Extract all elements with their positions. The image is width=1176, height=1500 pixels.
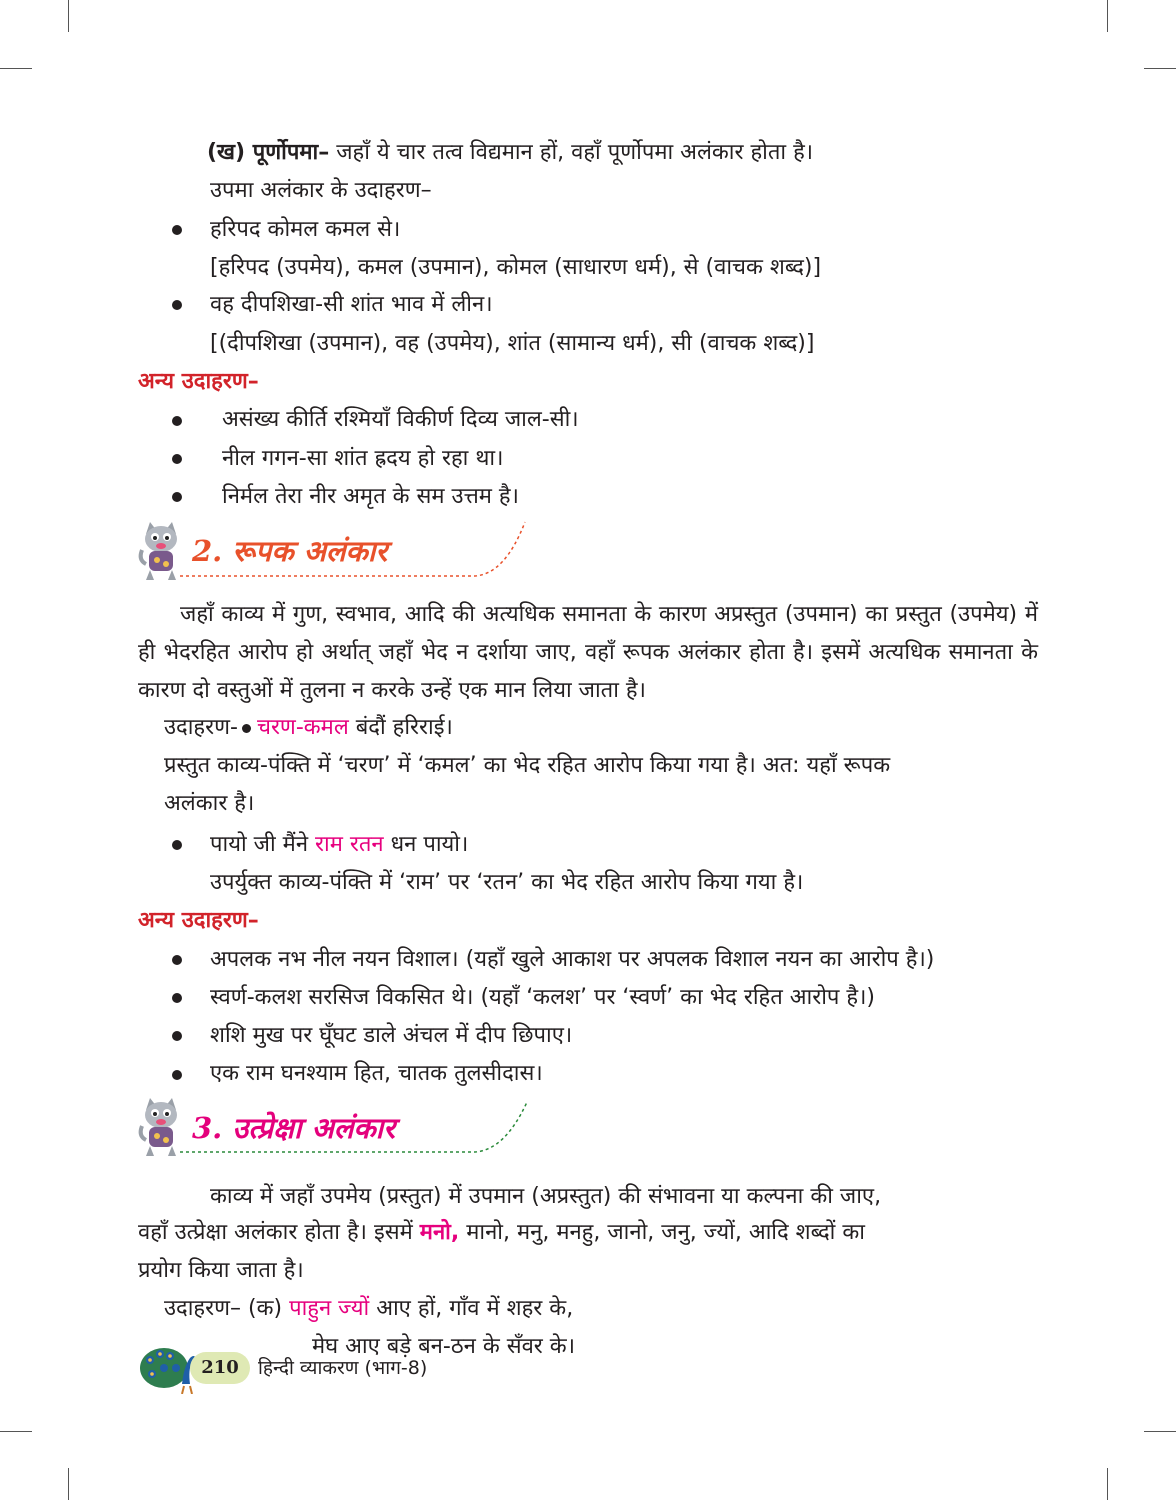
utpreksha-definition-1: काव्य में जहाँ उपमेय (प्रस्तुत) में उपमान (अप्रस्तुत) की संभावना या कल्पना की जाए, <box>210 1184 882 1209</box>
bullet <box>172 840 182 850</box>
utpreksha-definition-3: प्रयोग किया जाता है। <box>138 1258 304 1283</box>
heading-underline <box>175 1100 540 1156</box>
upama-other-heading: अन्य उदाहरण– <box>138 369 259 394</box>
bullet <box>242 724 251 733</box>
rupak-other-2: स्वर्ण-कलश सरसिज विकसित थे। (यहाँ ‘कलश’ पर ‘स्वर्ण’ का भेद रहित आरोप है।) <box>210 985 876 1010</box>
rupak-definition: जहाँ काव्य में गुण, स्वभाव, आदि की अत्यधिक समानता के कारण अप्रस्तुत (उपमान) का प्रस्तुत (उपमेय) में ही भेदरहित आरोप हो अर्थात् जहाँ भेद न दर्शाया जाए, वहाँ रूपक अलंकार होता है। इसमें अत्यधिक समानता के कारण दो वस्तुओं में तुलना न करके उन्हें एक मान लिया जाता है। <box>138 602 1038 703</box>
bullet <box>172 955 182 965</box>
utpreksha-heading: 3. उत्प्रेक्षा अलंकार <box>192 1111 396 1145</box>
crop-mark <box>68 0 69 32</box>
rupak-example-2: पायो जी मैंने राम रतन धन पायो। <box>210 832 469 857</box>
utpreksha-example-2: मेघ आए बड़े बन-ठन के सँवर के। <box>312 1334 576 1359</box>
rupak-other-1: अपलक नभ नील नयन विशाल। (यहाँ खुले आकाश पर अपलक विशाल नयन का आरोप है।) <box>210 947 935 972</box>
rupak-other-4: एक राम घनश्याम हित, चातक तुलसीदास। <box>210 1061 543 1086</box>
bullet <box>172 1031 182 1041</box>
purnopama-label: (ख) पूर्णोपमा– <box>207 140 330 165</box>
crop-mark <box>1107 0 1108 32</box>
upama-example-1: हरिपद कोमल कमल से। <box>210 217 401 242</box>
bullet <box>172 300 182 310</box>
crop-mark <box>1144 1431 1176 1432</box>
rupak-explanation-1b: अलंकार है। <box>164 791 255 816</box>
upama-other-2: नील गगन-सा शांत ह्रदय हो रहा था। <box>222 446 504 471</box>
rupak-highlight: राम रतन <box>315 832 384 857</box>
bullet <box>172 416 182 426</box>
rupak-explanation-1a: प्रस्तुत काव्य-पंक्ति में ‘चरण’ में ‘कमल’ का भेद रहित आरोप किया गया है। अत: यहाँ रूपक <box>164 753 891 778</box>
crop-mark <box>0 68 32 69</box>
upama-other-3: निर्मल तेरा नीर अमृत के सम उत्तम है। <box>222 484 519 509</box>
upama-example-1-note: [हरिपद (उपमेय), कमल (उपमान), कोमल (साधारण धर्म), से (वाचक शब्द)] <box>210 255 822 280</box>
crop-mark <box>68 1468 69 1500</box>
crop-mark <box>1144 68 1176 69</box>
utpreksha-example-highlight: पाहुन ज्यों <box>289 1296 370 1321</box>
upama-other-1: असंख्य कीर्ति रश्मियाँ विकीर्ण दिव्य जाल-सी। <box>222 407 579 432</box>
upama-example-2-note: [(दीपशिखा (उपमान), वह (उपमेय), शांत (सामान्य धर्म), सी (वाचक शब्द)] <box>210 331 815 356</box>
utpreksha-definition-2: वहाँ उत्प्रेक्षा अलंकार होता है। इसमें मनो, मानो, मनु, मनहु, जानो, जनु, ज्यों, आदि शब्दों का <box>138 1220 865 1245</box>
rupak-heading: 2. रूपक अलंकार <box>192 534 388 568</box>
bullet <box>172 492 182 502</box>
heading-underline <box>175 520 540 582</box>
crop-mark <box>1107 1468 1108 1500</box>
purnopama-definition: (ख) पूर्णोपमा– जहाँ ये चार तत्व विद्यमान हों, वहाँ पूर्णोपमा अलंकार होता है। <box>207 140 814 165</box>
rupak-other-heading: अन्य उदाहरण– <box>138 908 259 933</box>
rupak-highlight: चरण-कमल <box>256 715 349 740</box>
page-number: 210 <box>190 1352 250 1384</box>
bullet <box>172 993 182 1003</box>
book-title: हिन्दी व्याकरण (भाग-8) <box>258 1357 428 1379</box>
utpreksha-highlight: मनो, <box>419 1220 460 1245</box>
bullet <box>172 454 182 464</box>
upama-examples-heading: उपमा अलंकार के उदाहरण– <box>210 178 432 203</box>
rupak-explanation-2: उपर्युक्त काव्य-पंक्ति में ‘राम’ पर ‘रतन’ का भेद रहित आरोप किया गया है। <box>210 870 804 895</box>
rupak-other-3: शशि मुख पर घूँघट डाले अंचल में दीप छिपाए। <box>210 1023 573 1048</box>
bullet <box>172 1070 182 1080</box>
bullet <box>172 225 182 235</box>
rupak-example-1: उदाहरण- चरण-कमल बंदौं हरिराई। <box>164 715 453 740</box>
utpreksha-example-1: उदाहरण– (क) पाहुन ज्यों आए हों, गाँव में शहर के, <box>164 1296 574 1321</box>
upama-example-2: वह दीपशिखा-सी शांत भाव में लीन। <box>210 292 493 317</box>
crop-mark <box>0 1431 32 1432</box>
